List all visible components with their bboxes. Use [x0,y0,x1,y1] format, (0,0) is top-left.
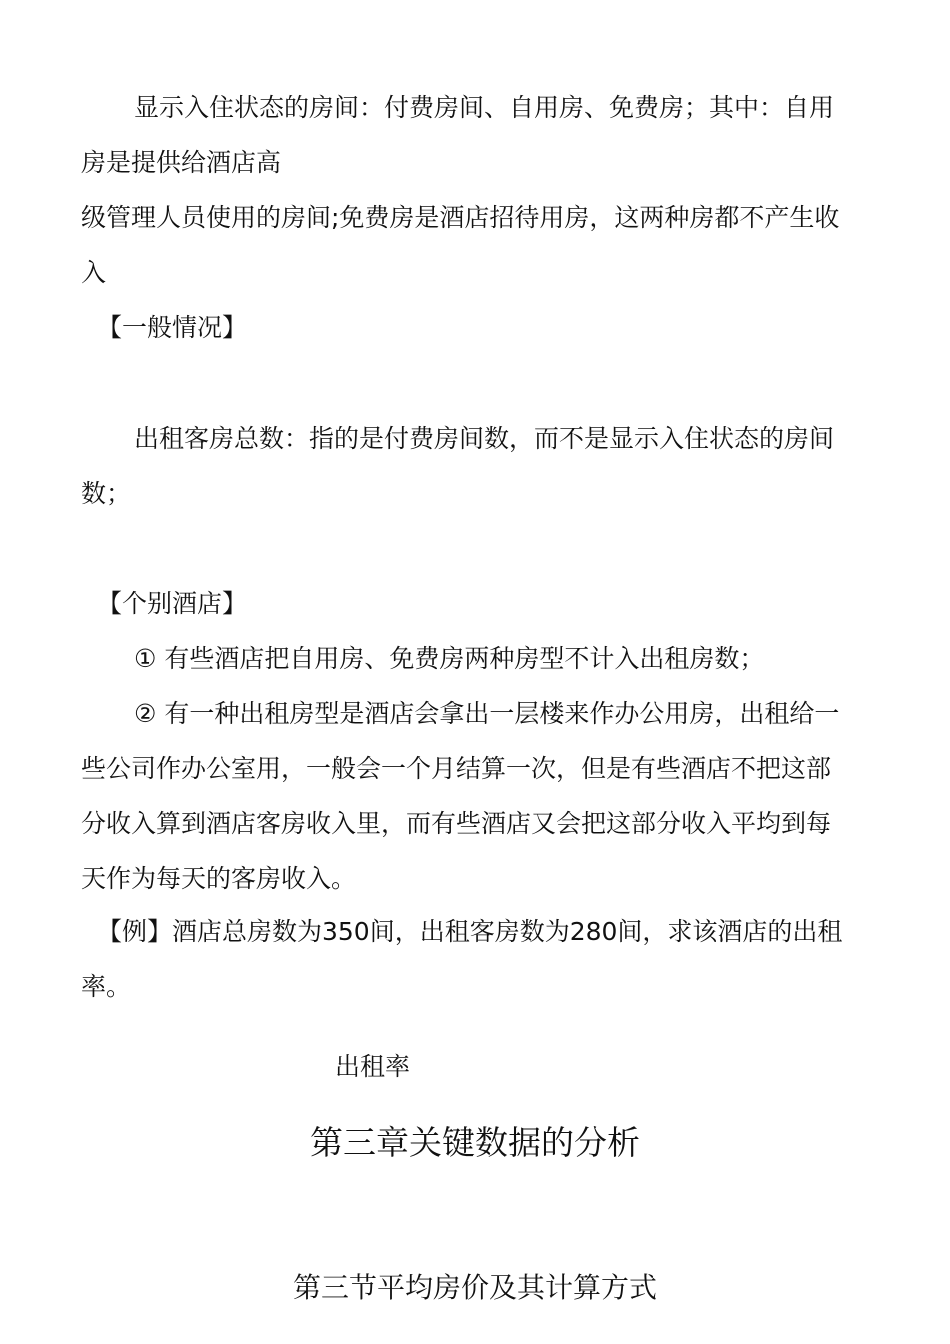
paragraph-line: 些公司作办公室用，一般会一个月结算一次，但是有些酒店不把这部 [81,754,832,783]
chapter-heading: 第三章关键数据的分析 [310,1123,640,1162]
example-line: 【例】酒店总房数为350间，出租客房数为280间，求该酒店的出租 [97,917,843,946]
list-item: ② 有一种出租房型是酒店会拿出一层楼来作办公用房，出租给一 [134,699,840,728]
paragraph-line: 显示入住状态的房间：付费房间、自用房、免费房；其中：自用 [134,93,835,122]
section-label-general: 【一般情况】 [97,313,248,342]
paragraph-line: 级管理人员使用的房间;免费房是酒店招待用房，这两种房都不产生收 [81,203,840,232]
paragraph-line: 分收入算到酒店客房收入里，而有些酒店又会把这部分收入平均到每 [81,809,832,838]
section-label-individual: 【个别酒店】 [97,589,248,618]
paragraph-line: 数； [81,479,132,508]
paragraph-line: 房是提供给酒店高 [81,148,282,177]
paragraph-line: 天作为每天的客房收入。 [81,864,357,893]
section-heading: 第三节平均房价及其计算方式 [292,1271,657,1304]
formula-label: 出租率 [335,1052,411,1081]
list-item: ① 有些酒店把自用房、免费房两种房型不计入出租房数； [134,644,765,673]
paragraph-line: 出租客房总数：指的是付费房间数，而不是显示入住状态的房间 [134,424,835,453]
example-line: 率。 [81,972,132,1001]
paragraph-line: 入 [81,258,107,287]
